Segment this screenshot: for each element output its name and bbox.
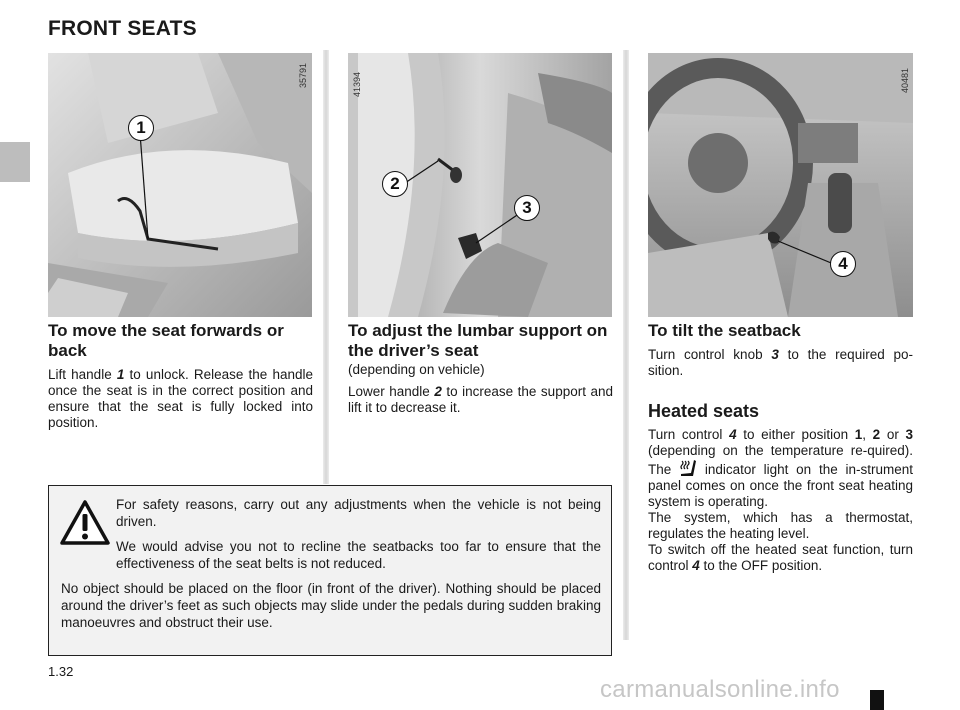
tilt-text: Turn control knob 3 to the required po-sition. <box>648 347 913 378</box>
heated-seat-icon <box>679 459 697 477</box>
page-title: FRONT SEATS <box>48 17 197 40</box>
callout-1: 1 <box>128 115 154 141</box>
photo-reference: 35791 <box>298 62 308 88</box>
chapter-tab <box>0 142 30 182</box>
corner-marker <box>870 690 884 710</box>
lumbar-subtitle: (depending on vehicle) <box>348 362 485 377</box>
column-separator <box>623 50 629 640</box>
safety-warning-box <box>48 485 612 656</box>
move-seat-section <box>48 321 313 431</box>
heated-seats-text: Turn control 4 to either position 1, 2 or 3 (depending on the temperature re-quired). The indicator light on the in-strument panel comes on once the front seat heating system is operating. <box>648 427 913 509</box>
warning-text-1: For safety reasons, carry out any adjustments when the vehicle is not being driven. <box>116 497 601 529</box>
photo-reference: 40481 <box>900 67 910 93</box>
callout-2: 2 <box>382 171 408 197</box>
photo-reference: 41394 <box>352 71 362 97</box>
tilt-and-heated-section <box>648 321 913 574</box>
lumbar-heading: To adjust the lumbar support on the driver’s seat <box>348 321 608 360</box>
callout-4: 4 <box>830 251 856 277</box>
lumbar-section <box>348 321 613 416</box>
seat-slide-photo <box>48 53 312 317</box>
move-seat-heading: To move the seat forwards or back <box>48 321 284 360</box>
lumbar-text: Lower handle 2 to increase the support and lift it to decrease it. <box>348 384 613 415</box>
page-number: 1.32 <box>48 664 74 679</box>
heated-seats-off: To switch off the heated seat function, turn control 4 to the OFF position. <box>648 542 913 573</box>
heated-seats-thermostat: The system, which has a thermostat, regulates the heating level. <box>648 510 913 541</box>
lumbar-support-photo <box>348 53 612 317</box>
warning-triangle-icon <box>59 499 111 547</box>
heated-seat-control-photo <box>648 53 913 317</box>
warning-text-3: No object should be placed on the floor (in front of the driver). Nothing should be placed around the driver’s feet as such objects may slide under the pedals during sudden braking manoeuvres and obstruct their use. <box>61 581 601 630</box>
watermark: carmanualsonline.info <box>600 676 840 703</box>
warning-text-2: We would advise you not to recline the seatbacks too far to ensure that the effectiveness of the seat belts is not reduced. <box>116 539 601 571</box>
heated-seats-heading: Heated seats <box>648 401 760 421</box>
tilt-heading: To tilt the seatback <box>648 321 801 340</box>
move-seat-text: Lift handle 1 to unlock. Release the handle once the seat is in the correct position and ensure that the seat is fully locked into position. <box>48 367 313 430</box>
callout-3: 3 <box>514 195 540 221</box>
column-separator <box>323 50 329 484</box>
